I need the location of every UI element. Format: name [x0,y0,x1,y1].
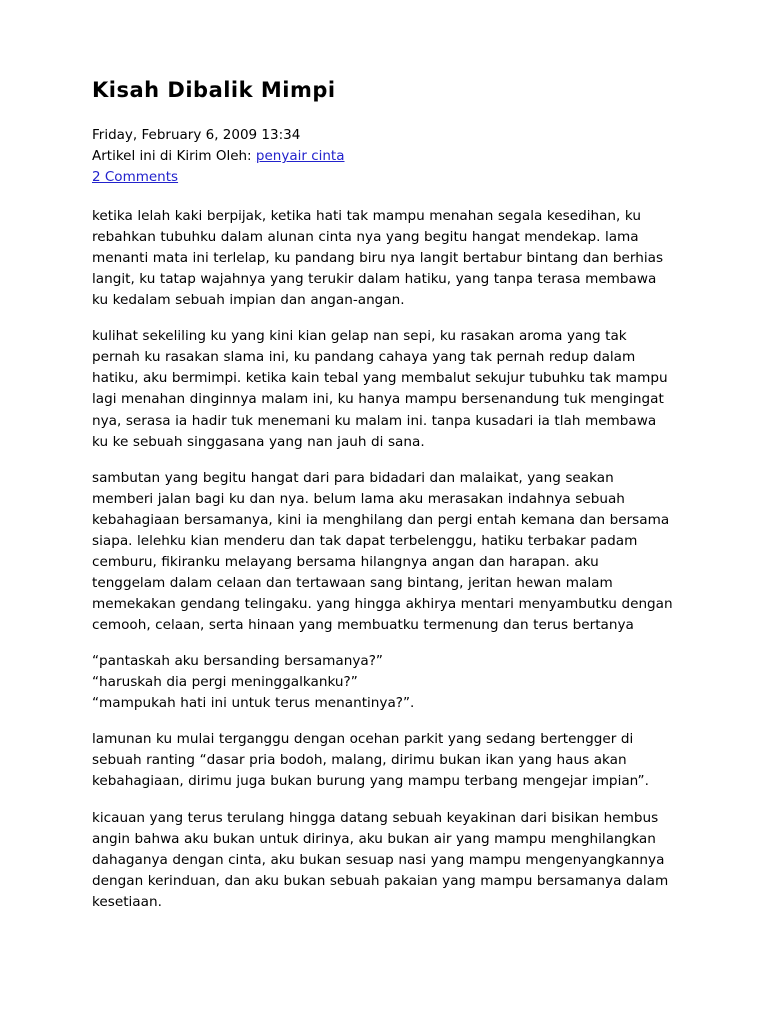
comments-link[interactable]: 2 Comments [92,169,179,186]
quote-block [92,651,676,714]
author-prefix: Artikel ini di Kirim Oleh: [92,148,252,165]
article-meta [92,125,676,188]
paragraph: lamunan ku mulai terganggu dengan ocehan parkit yang sedang bertengger di sebuah ranting “dasar pria bodoh, malang, dirimu bukan ikan yang haus akan kebahagiaan, dirimu juga bukan burung yang mampu terbang mengejar impian”. [92,731,649,790]
quote-line: “pantaskah aku bersanding bersamanya?” [92,653,383,670]
paragraph: kicauan yang terus terulang hingga datang sebuah keyakinan dari bisikan hembus angin bahwa aku bukan untuk dirinya, aku bukan air yang mampu menghilangkan dahaganya dengan cinta, aku bukan sesuap nasi yang mampu mengenyangkannya dengan kerinduan, dan aku bukan sebuah pakaian yang mampu bersamanya dalam kesetiaan. [92,809,669,910]
paragraph: kulihat sekeliling ku yang kini kian gelap nan sepi, ku rasakan aroma yang tak pernah ku rasakan slama ini, ku pandang cahaya yang tak pernah redup dalam hatiku, aku bermimpi. ketika kain tebal yang membalut sekujur tubuhku tak mampu lagi menahan dinginnya malam ini, ku hanya mampu bersenandung tuk mengingat nya, serasa ia hadir tuk menemani ku malam ini. tanpa kusadari ia tlah membawa ku ke sebuah singgasana yang nan jauh di sana. [92,328,668,450]
paragraph: ketika lelah kaki berpijak, ketika hati tak mampu menahan segala kesedihan, ku rebahkan tubuhku dalam alunan cinta nya yang begitu hangat mendekap. lama menanti mata ini terlelap, ku pandang biru nya langit bertabur bintang dan berhias langit, ku tatap wajahnya yang terukir dalam hatiku, yang tanpa terasa membawa ku kedalam sebuah impian dan angan-angan. [92,207,664,309]
author-link[interactable]: penyair cinta [255,148,345,165]
page-title: Kisah Dibalik Mimpi [92,78,336,102]
publish-date: Friday, February 6, 2009 13:34 [92,127,301,144]
quote-line: “mampukah hati ini untuk terus menantinya?”. [92,695,415,712]
article-body [92,206,676,913]
quote-line: “haruskah dia pergi meninggalkanku?” [92,674,358,691]
paragraph: sambutan yang begitu hangat dari para bidadari dan malaikat, yang seakan memberi jalan bagi ku dan nya. belum lama aku merasakan indahnya sebuah kebahagiaan bersamanya, kini ia menghilang dan pergi entah kemana dan bersama siapa. lelehku kian menderu dan tak dapat terbelenggu, hatiku terbakar padam cemburu, fikiranku melayang bersama hilangnya angan dan harapan. aku tenggelam dalam celaan dan tertawaan sang bintang, jeritan hewan malam memekakan gendang telingaku. yang hingga akhirya mentari menyambutku dengan cemooh, celaan, serta hinaan yang membuatku termenung dan terus bertanya [92,469,673,634]
author-line [92,146,676,167]
